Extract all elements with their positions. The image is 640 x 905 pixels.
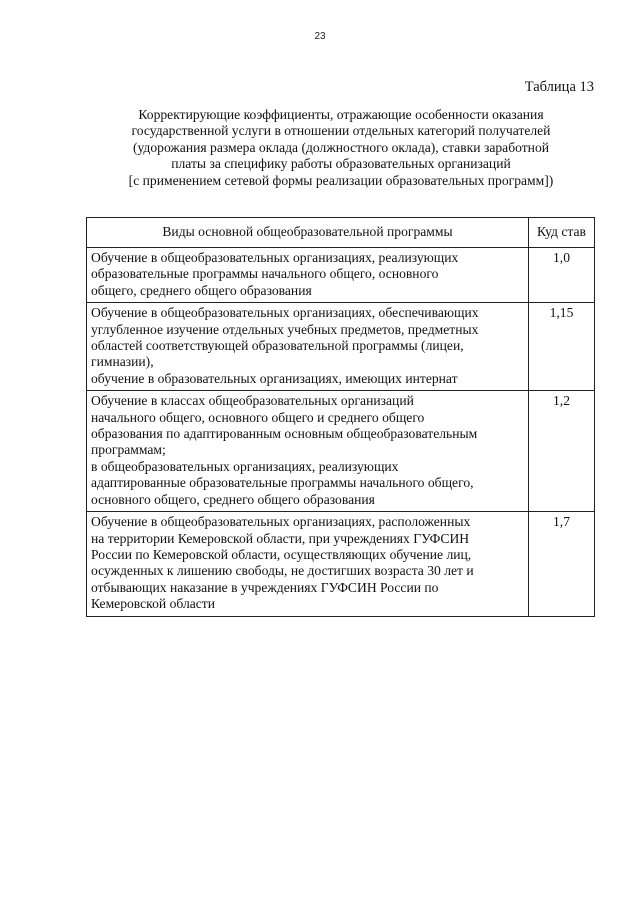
program-line: на территории Кемеровской области, при учреждениях ГУФСИН	[91, 530, 470, 546]
program-line: отбывающих наказание в учреждениях ГУФСИН России по	[91, 579, 439, 595]
coefficient-cell: 1,2	[529, 391, 595, 512]
program-line: программам;	[91, 442, 166, 458]
caption-line: Корректирующие коэффициенты, отражающие особенности оказания	[138, 107, 544, 122]
table-row	[87, 512, 595, 616]
coefficients-table	[86, 217, 595, 617]
header-program-type: Виды основной общеобразовательной программы	[87, 218, 529, 248]
program-cell	[87, 391, 529, 512]
coefficient-cell: 1,0	[529, 248, 595, 303]
program-line: гимназии),	[91, 354, 154, 370]
program-line: областей соответствующей образовательной программы (лицеи,	[91, 338, 464, 354]
page-number: 23	[314, 31, 326, 42]
program-line: Кемеровской области	[91, 596, 216, 612]
program-line: Обучение в классах общеобразовательных организаций	[91, 393, 414, 409]
table-row	[87, 248, 595, 303]
caption-line: платы за специфику работы образовательных организаций	[171, 156, 511, 172]
header-coefficient: Куд став	[529, 218, 595, 248]
program-line: адаптированные образовательные программы начального общего,	[91, 475, 474, 491]
program-cell	[87, 512, 529, 616]
program-line: общего, среднего общего образования	[91, 282, 312, 298]
caption-line: [с применением сетевой формы реализации образовательных программ])	[128, 172, 554, 188]
program-line: обучение в образовательных организациях, имеющих интернат	[91, 370, 458, 386]
table-row	[87, 303, 595, 391]
table-header-row	[87, 218, 595, 248]
program-line: углубленное изучение отдельных учебных предметов, предметных	[91, 321, 479, 337]
table-row	[87, 391, 595, 512]
program-line: осужденных к лишению свободы, не достигших возраста 30 лет и	[91, 563, 474, 579]
program-line: в общеобразовательных организациях, реализующих	[91, 458, 399, 474]
program-line: Обучение в общеобразовательных организациях, реализующих	[91, 250, 459, 265]
program-cell	[87, 248, 529, 303]
table-caption	[86, 107, 596, 189]
program-line: Обучение в общеобразовательных организациях, обеспечивающих	[91, 305, 479, 321]
table-label: Таблица 13	[524, 79, 594, 95]
caption-line: (удорожания размера оклада (должностного оклада), ставки заработной	[132, 139, 550, 155]
program-line: основного общего, среднего общего образования	[91, 491, 375, 507]
program-line: России по Кемеровской области, осуществляющих обучение лиц,	[91, 546, 472, 562]
program-line: образования по адаптированным основным общеобразовательным	[91, 426, 478, 442]
coefficient-cell: 1,15	[529, 303, 595, 391]
program-line: начального общего, основного общего и среднего общего	[91, 409, 425, 425]
caption-line: государственной услуги в отношении отдельных категорий получателей	[131, 123, 551, 139]
program-line: Обучение в общеобразовательных организациях, расположенных	[91, 514, 471, 530]
program-line: образовательные программы начального общего, основного	[91, 266, 439, 282]
program-cell	[87, 303, 529, 391]
coefficient-cell: 1,7	[529, 512, 595, 616]
